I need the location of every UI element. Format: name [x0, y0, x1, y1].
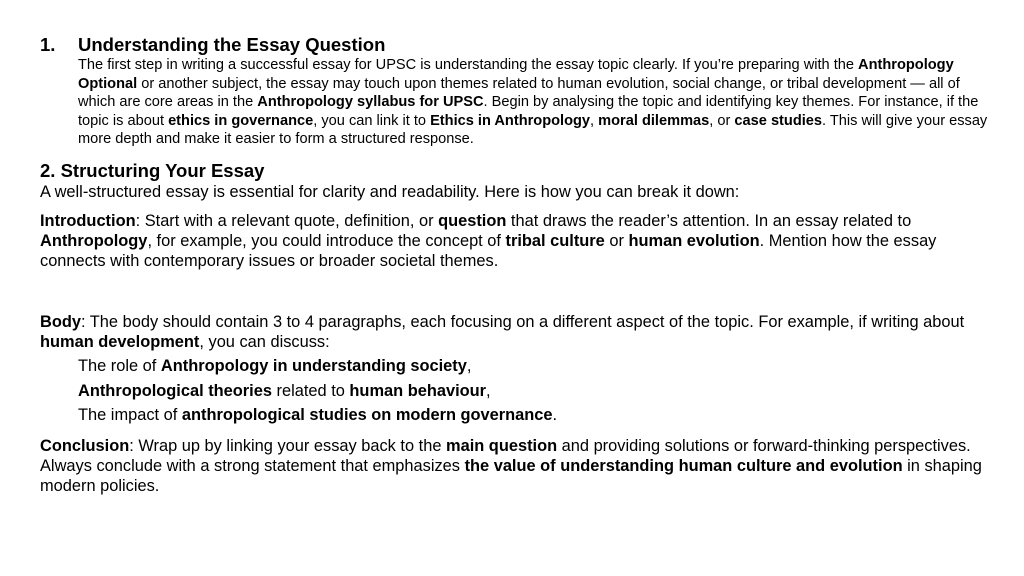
text: , [590, 112, 599, 129]
list-item [78, 356, 978, 376]
emphasis: Anthropological theories [78, 381, 272, 400]
text: related to [271, 381, 350, 400]
emphasis: tribal culture [505, 232, 605, 250]
section-1-paragraph [78, 56, 990, 149]
text: . [552, 406, 558, 424]
section-1-heading [40, 34, 990, 56]
text: The first step in writing a successful essay for UPSC is understanding the essay topic clearly. If you’re preparing with the [78, 57, 859, 73]
emphasis: the value of understanding human culture and evolution [464, 457, 903, 475]
text: , [466, 357, 472, 375]
text: . Begin by analysing the topic and identifying key themes. For instance, if the topic is about [78, 94, 979, 129]
text: The impact of [78, 406, 182, 424]
introduction-paragraph [40, 211, 985, 271]
conclusion-label: Conclusion [40, 437, 130, 455]
emphasis: human evolution [628, 232, 760, 250]
emphasis: case studies [734, 112, 823, 129]
list-item [78, 381, 978, 401]
introduction-label: Introduction [40, 212, 136, 230]
text: . Mention how the essay connects with contemporary issues or broader societal themes. [40, 232, 937, 270]
text: , for example, you could introduce the concept of [147, 232, 506, 250]
text: that draws the reader’s attention. In an essay related to [506, 212, 912, 230]
emphasis: Anthropology [40, 232, 148, 250]
conclusion-paragraph [40, 436, 985, 496]
section-2-intro: A well-structured essay is essential for clarity and readability. Here is how you can break it down: [40, 183, 740, 201]
text: , or [709, 112, 735, 129]
list-item [78, 405, 978, 425]
emphasis: main question [446, 437, 558, 455]
section-understanding [40, 34, 990, 149]
emphasis: human behaviour [349, 381, 487, 400]
emphasis: Anthropology syllabus for UPSC [257, 94, 484, 111]
emphasis: ethics in governance [168, 112, 314, 129]
text: or [604, 232, 629, 250]
text: . This will give your essay more depth and make it easier to form a structured response. [78, 112, 988, 148]
section-1-title: Understanding the Essay Question [78, 34, 386, 55]
emphasis: anthropological studies on modern governance [181, 406, 553, 424]
text: : Start with a relevant quote, definition, or [135, 212, 439, 230]
emphasis: moral dilemmas [598, 112, 710, 129]
text: : The body should contain 3 to 4 paragraphs, each focusing on a different aspect of the topic. For example, if writing about [80, 313, 965, 331]
body-label: Body [40, 313, 81, 331]
section-structuring [40, 160, 985, 202]
text: , you can link it to [313, 112, 431, 129]
section-2-heading: 2. Structuring Your Essay [40, 160, 265, 181]
body-list [78, 356, 978, 430]
text: : Wrap up by linking your essay back to the [129, 437, 446, 455]
text: and providing solutions or forward-thinking perspectives. Always conclude with a strong statement that emphasizes [40, 437, 971, 475]
text: or another subject, the essay may touch upon themes related to human evolution, social change, or tribal development — all of which are core areas in the [78, 75, 960, 111]
text: The role of [78, 357, 161, 375]
emphasis: Anthropology Optional [78, 57, 954, 92]
text: , [486, 381, 491, 400]
emphasis: question [438, 212, 507, 230]
section-1-number: 1. [40, 34, 56, 55]
emphasis: Ethics in Anthropology [430, 112, 591, 129]
emphasis: Anthropology in understanding society [160, 357, 467, 375]
text: , you can discuss: [199, 333, 330, 351]
emphasis: human development [40, 333, 200, 351]
text: in shaping modern policies. [40, 457, 982, 495]
body-paragraph [40, 312, 985, 352]
